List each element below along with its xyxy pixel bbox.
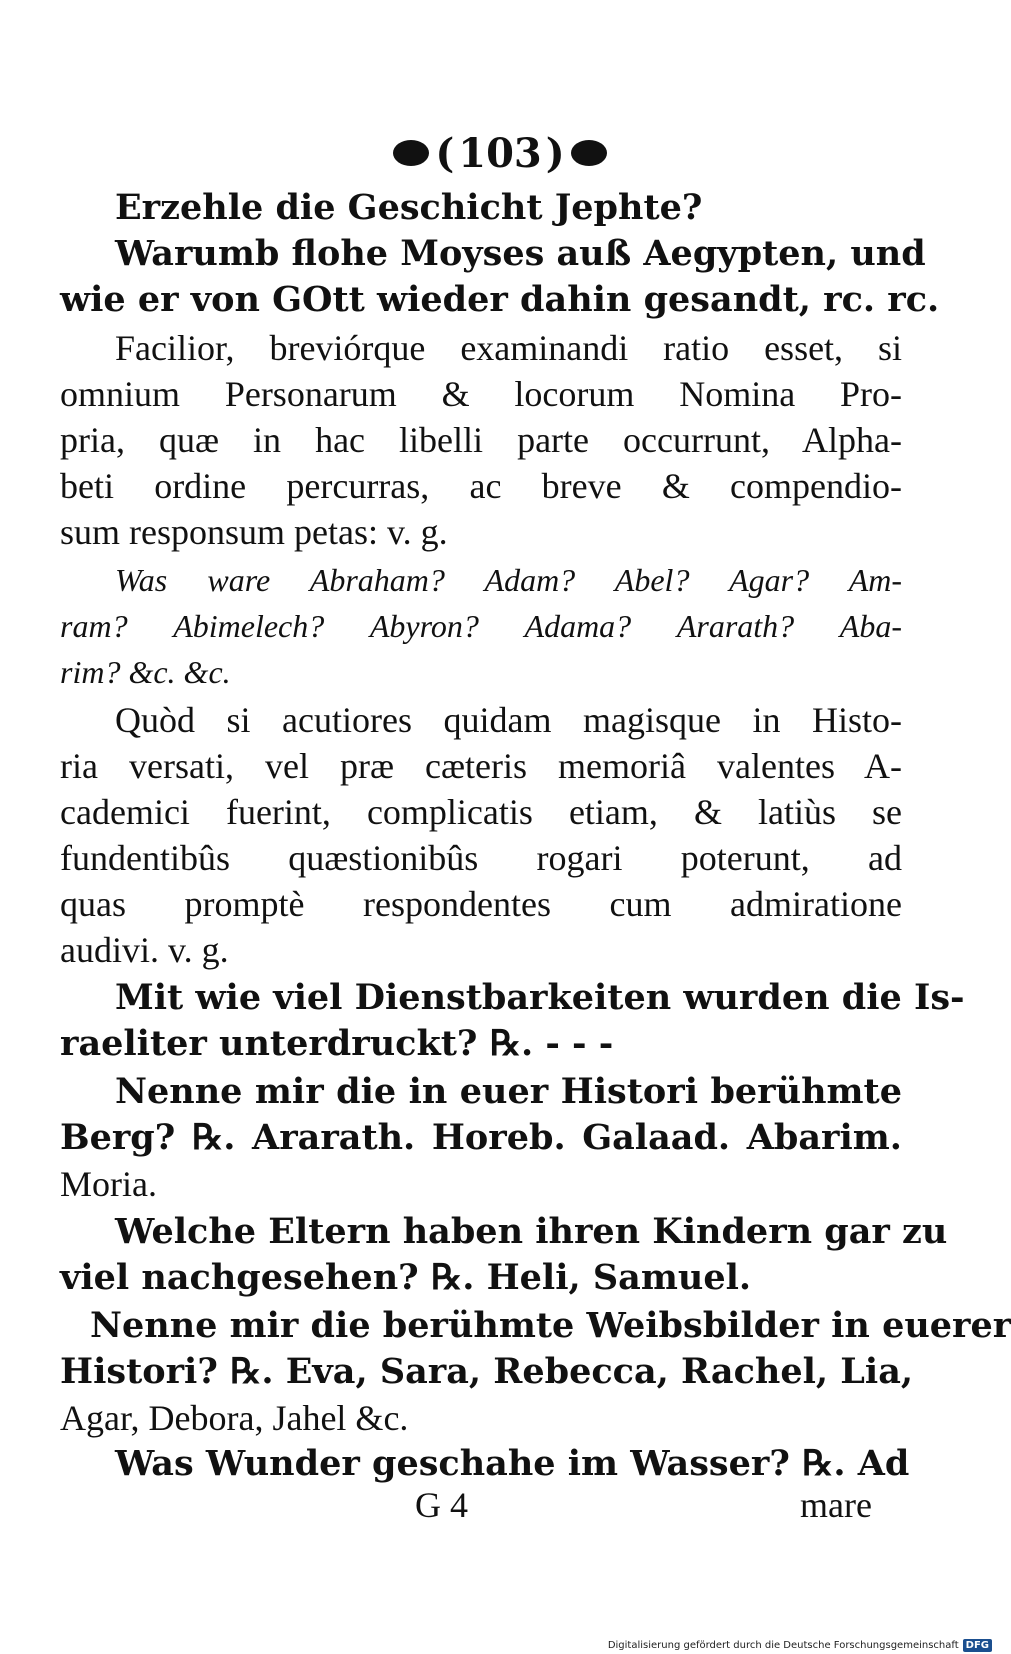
text-line: rim? &c. &c. — [60, 654, 231, 690]
text-line: Berg? ℞. Ararath. Horeb. Galaad. Abarim. — [60, 1117, 902, 1158]
text-line: Welche Eltern haben ihren Kindern gar zu — [115, 1211, 948, 1252]
text-line: Histori? ℞. Eva, Sara, Rebecca, Rachel, Lia, — [60, 1351, 914, 1392]
text-line: beti ordine percurras, ac breve & compendio- — [60, 466, 902, 506]
catchword: mare — [800, 1485, 872, 1525]
text-line: Facilior, breviórque examinandi ratio esset, si — [115, 328, 902, 368]
text-line: Was ware Abraham? Adam? Abel? Agar? Am- — [115, 562, 902, 598]
text-line: sum responsum petas: v. g. — [60, 512, 448, 552]
credit-text: Digitalisierung gefördert durch die Deutsche Forschungsgemeinschaft — [607, 1640, 959, 1651]
paren-open: ( — [435, 129, 455, 177]
ornament-left-icon — [393, 140, 429, 166]
page-number: 103 — [458, 129, 542, 177]
text-line: Was Wunder geschahe im Wasser? ℞. Ad — [115, 1443, 910, 1484]
text-line: Nenne mir die berühmte Weibsbilder in euerer — [90, 1305, 1011, 1346]
text-line: pria, quæ in hac libelli parte occurrunt, Alpha- — [60, 420, 902, 460]
text-line: omnium Personarum & locorum Nomina Pro- — [60, 374, 902, 414]
text-line: ria versati, vel præ cæteris memoriâ valentes A- — [60, 746, 902, 786]
text-line: Erzehle die Geschicht Jephte? — [115, 187, 703, 228]
digitization-credit — [608, 1639, 992, 1652]
signature-mark: G 4 — [415, 1485, 468, 1525]
paren-close: ) — [545, 129, 565, 177]
text-line: Quòd si acutiores quidam magisque in Histo- — [115, 700, 902, 740]
text-line: ram? Abimelech? Abyron? Adama? Ararath? Aba- — [60, 608, 902, 644]
ornament-right-icon — [571, 140, 607, 166]
text-line: wie er von GOtt wieder dahin gesandt, rc. rc. — [60, 279, 940, 320]
page-header — [350, 128, 650, 178]
dfg-logo: DFG — [963, 1639, 992, 1652]
text-line: fundentibûs quæstionibûs rogari poterunt, ad — [60, 838, 902, 878]
text-line: raeliter unterdruckt? ℞. - - - — [60, 1023, 614, 1064]
text-line: Nenne mir die in euer Histori berühmte — [115, 1071, 902, 1112]
text-line: audivi. v. g. — [60, 930, 229, 970]
text-line: Warumb flohe Moyses auß Aegypten, und — [115, 233, 926, 274]
text-line: cademici fuerint, complicatis etiam, & latiùs se — [60, 792, 902, 832]
text-line: quas promptè respondentes cum admiratione — [60, 884, 902, 924]
text-line: Agar, Debora, Jahel &c. — [60, 1398, 409, 1438]
text-line: Moria. — [60, 1164, 157, 1204]
text-line: Mit wie viel Dienstbarkeiten wurden die Is- — [115, 977, 965, 1018]
text-line: viel nachgesehen? ℞. Heli, Samuel. — [60, 1257, 752, 1298]
